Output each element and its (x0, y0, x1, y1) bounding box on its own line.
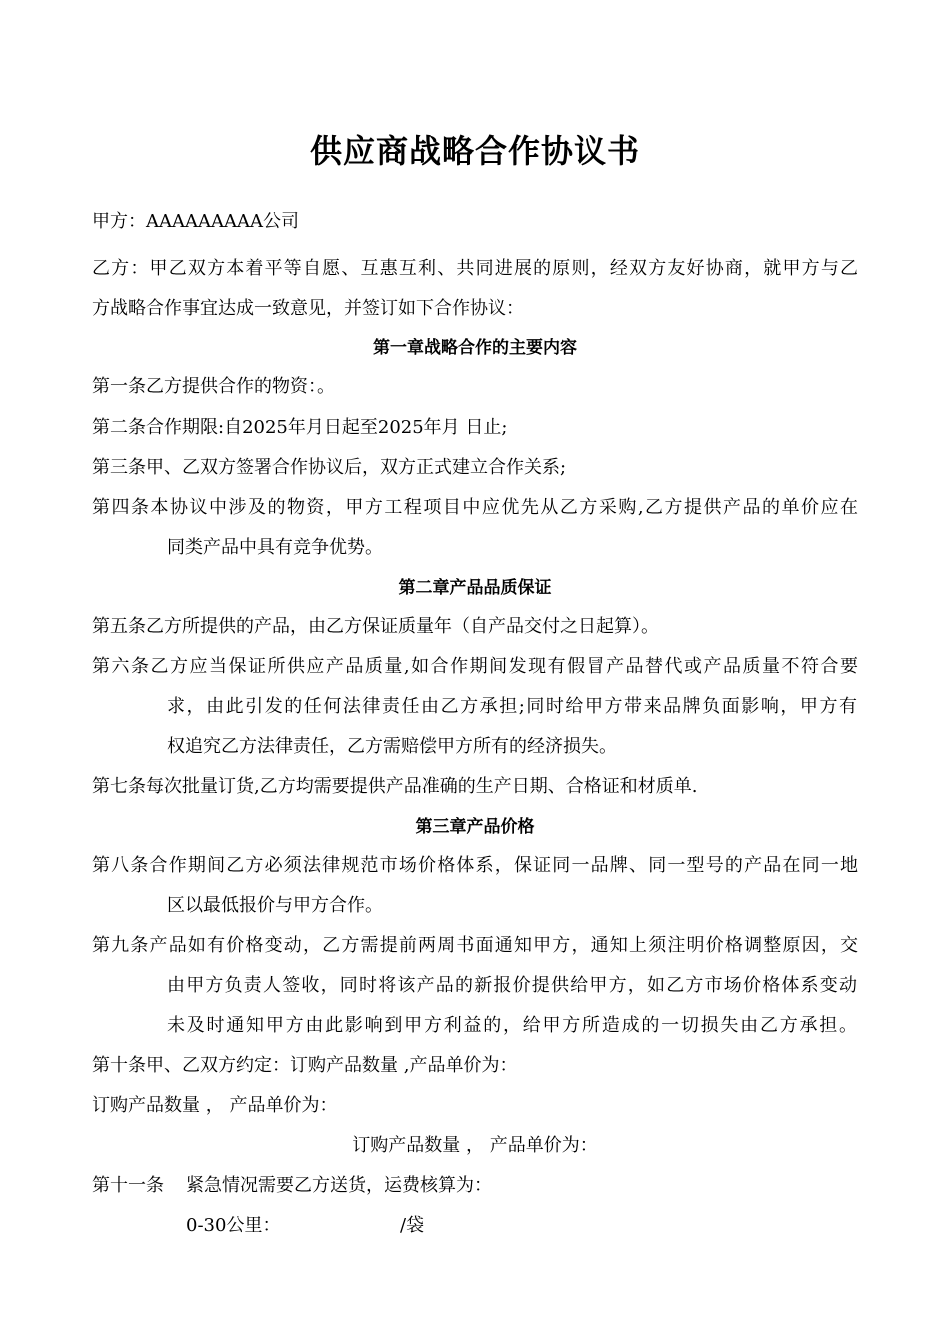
order-line-1: 订购产品数量 ， 产品单价为： (92, 1095, 338, 1116)
fee-range: 0-30公里： (186, 1215, 281, 1236)
article-11-label: 第十一条 (92, 1175, 164, 1196)
article-8-line-1: 第八条合作期间乙方必须法律规范市场价格体系，保证同一品牌、同一型号的产品在同一地 (92, 855, 858, 876)
article-6-line-2: 求，由此引发的任何法律责任由乙方承担;同时给甲方带来品牌负面影响，甲方有 (167, 696, 857, 717)
article-4-line-2: 同类产品中具有竞争优势。 (167, 537, 383, 558)
article-4-line-1: 第四条本协议中涉及的物资，甲方工程项目中应优先从乙方采购,乙方提供产品的单价应在 (92, 497, 858, 518)
article-3: 第三条甲、乙双方签署合作协议后，双方正式建立合作关系; (92, 457, 567, 478)
article-10: 第十条甲、乙双方约定：订购产品数量 ,产品单价为： (92, 1055, 518, 1076)
article-9-line-3: 未及时通知甲方由此影响到甲方利益的，给甲方所造成的一切损失由乙方承担。 (167, 1015, 857, 1036)
article-7: 第七条每次批量订货,乙方均需要提供产品准确的生产日期、合格证和材质单. (92, 776, 698, 797)
article-9-line-2: 由甲方负责人签收，同时将该产品的新报价提供给甲方，如乙方市场价格体系变动 (167, 975, 857, 996)
article-9-line-1: 第九条产品如有价格变动，乙方需提前两周书面通知甲方，通知上须注明价格调整原因，交 (92, 935, 858, 956)
chapter-3-heading: 第三章产品价格 (415, 817, 535, 837)
article-2: 第二条合作期限:自2025年月日起至2025年月 日止; (92, 417, 508, 438)
article-1: 第一条乙方提供合作的物资：。 (92, 376, 335, 397)
document-title: 供应商战略合作协议书 (309, 132, 640, 170)
article-11 (92, 1166, 492, 1206)
article-5: 第五条乙方所提供的产品，由乙方保证质量年（自产品交付之日起算）。 (92, 616, 659, 637)
order-line-2: 订购产品数量 ， 产品单价为： (352, 1135, 598, 1156)
article-11-text: 紧急情况需要乙方送货，运费核算为： (186, 1175, 492, 1196)
chapter-1-heading: 第一章战略合作的主要内容 (373, 338, 577, 358)
party-b-line-2: 方战略合作事宜达成一致意见，并签订如下合作协议： (92, 298, 524, 319)
fee-unit: /袋 (400, 1215, 425, 1236)
article-6-line-1: 第六条乙方应当保证所供应产品质量,如合作期间发现有假冒产品替代或产品质量不符合要 (92, 656, 858, 677)
article-8-line-2: 区以最低报价与甲方合作。 (167, 895, 383, 916)
article-6-line-3: 权追究乙方法律责任，乙方需赔偿甲方所有的经济损失。 (167, 736, 617, 757)
chapter-2-heading: 第二章产品品质保证 (398, 578, 552, 598)
party-b-line-1: 乙方：甲乙双方本着平等自愿、互惠互利、共同进展的原则，经双方友好协商，就甲方与乙 (92, 258, 858, 279)
party-a: 甲方：AAAAAAAAA公司 (92, 211, 299, 232)
